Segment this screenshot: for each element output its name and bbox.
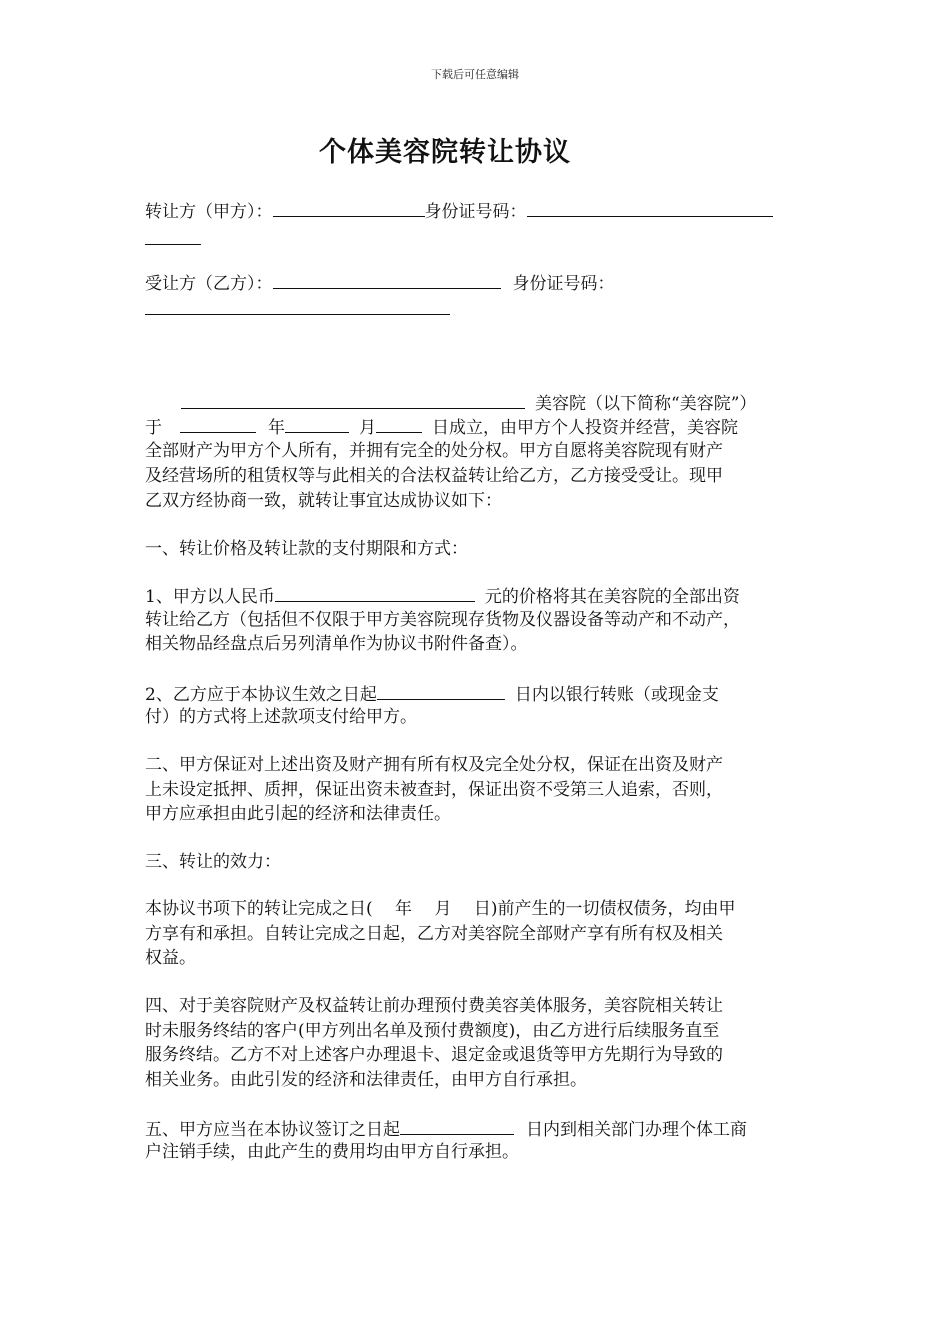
- party-a-id-blank: [527, 198, 773, 217]
- clause-2-line-2: 付）的方式将上述款项支付给甲方。: [145, 707, 417, 727]
- effect-line-1: 本协议书项下的转让完成之日( 年 月 日)前产生的一切债权债务，均由甲: [145, 899, 736, 919]
- clause-1-line-2: 转让给乙方（包括但不仅限于甲方美容院现存货物及仪器设备等动产和不动产，: [145, 610, 740, 630]
- salon-name-blank: [181, 390, 525, 409]
- intro-line-5: 乙双方经协商一致，就转让事宜达成协议如下：: [145, 491, 502, 511]
- intro-text-2d: 日成立，由甲方个人投资并经营，美容院: [432, 418, 738, 438]
- intro-line-3: 全部财产为甲方个人所有，并拥有完全的处分权。甲方自愿将美容院现有财产: [145, 441, 723, 461]
- party-a-line-cont: [145, 226, 201, 252]
- payment-days-blank: [377, 681, 505, 700]
- party-a-label: 转让方（甲方）：: [145, 202, 273, 222]
- day-blank: [376, 414, 422, 433]
- section-4-line-4: 相关业务。由此引发的经济和法律责任，由甲方自行承担。: [145, 1070, 587, 1090]
- clause-1-text-b: 元的价格将其在美容院的全部出资: [484, 587, 740, 607]
- document-title: 个体美容院转让协议: [319, 137, 571, 168]
- party-b-name-blank: [273, 270, 501, 289]
- clause-2-text-b: 日内以银行转账（或现金支: [514, 685, 719, 705]
- year-blank: [180, 414, 256, 433]
- intro-text-2c: 月: [359, 418, 376, 438]
- page-header: 下载后可任意编辑: [431, 68, 519, 81]
- intro-text-2a: 于: [145, 418, 162, 438]
- intro-line-1: [145, 390, 756, 416]
- section-5-text-a: 五、甲方应当在本协议签订之日起: [145, 1120, 400, 1140]
- party-a-id-blank-cont: [145, 226, 201, 245]
- section-4-line-3: 服务终结。乙方不对上述客户办理退卡、退定金或退货等甲方先期行为导致的: [145, 1045, 723, 1065]
- section-5-line-1: [145, 1116, 747, 1142]
- effect-line-3: 权益。: [145, 948, 196, 968]
- section-4-line-2: 时未服务终结的客户(甲方列出名单及预付费额度)，由乙方进行后续服务直至: [145, 1021, 720, 1041]
- section-3-heading: 三、转让的效力：: [145, 852, 281, 872]
- section-1-heading: 一、转让价格及转让款的支付期限和方式：: [145, 539, 468, 559]
- party-b-line: [145, 270, 615, 296]
- section-2-line-3: 甲方应承担由此引起的经济和法律责任。: [145, 804, 451, 824]
- party-b-line-cont: [145, 296, 450, 322]
- intro-text-2b: 年: [268, 418, 285, 438]
- clause-1-line-3: 相关物品经盘点后另列清单作为协议书附件备查）。: [145, 634, 528, 654]
- effect-line-2: 方享有和承担。自转让完成之日起，乙方对美容院全部财产享有所有权及相关: [145, 924, 723, 944]
- section-2-line-2: 上未设定抵押、质押，保证出资未被查封，保证出资不受第三人追索，否则，: [145, 780, 723, 800]
- party-a-line: [145, 198, 773, 224]
- clause-1-line-1: [145, 583, 740, 609]
- party-b-id-label: 身份证号码：: [512, 274, 615, 294]
- party-b-label: 受让方（乙方）：: [145, 274, 273, 294]
- clause-1-text-a: 1、甲方以人民币: [145, 587, 275, 607]
- intro-line-4: 及经营场所的租赁权等与此相关的合法权益转让给乙方，乙方接受受让。现甲: [145, 466, 723, 486]
- section-2-line-1: 二、甲方保证对上述出资及财产拥有所有权及完全处分权，保证在出资及财产: [145, 755, 723, 775]
- deregistration-days-blank: [400, 1116, 514, 1135]
- month-blank: [285, 414, 349, 433]
- intro-line-2: [145, 414, 738, 440]
- section-5-text-b: 日内到相关部门办理个体工商: [526, 1120, 747, 1140]
- clause-2-text-a: 2、乙方应于本协议生效之日起: [145, 685, 377, 705]
- party-b-id-blank: [145, 296, 450, 315]
- intro-text-1: 美容院（以下简称“美容院”）: [535, 394, 757, 414]
- party-a-id-label: 身份证号码：: [424, 202, 527, 222]
- party-a-name-blank: [273, 198, 425, 217]
- section-5-line-2: 户注销手续，由此产生的费用均由甲方自行承担。: [145, 1142, 519, 1162]
- clause-2-line-1: [145, 681, 719, 707]
- section-4-line-1: 四、对于美容院财产及权益转让前办理预付费美容美体服务，美容院相关转让: [145, 996, 723, 1016]
- price-blank: [275, 583, 475, 602]
